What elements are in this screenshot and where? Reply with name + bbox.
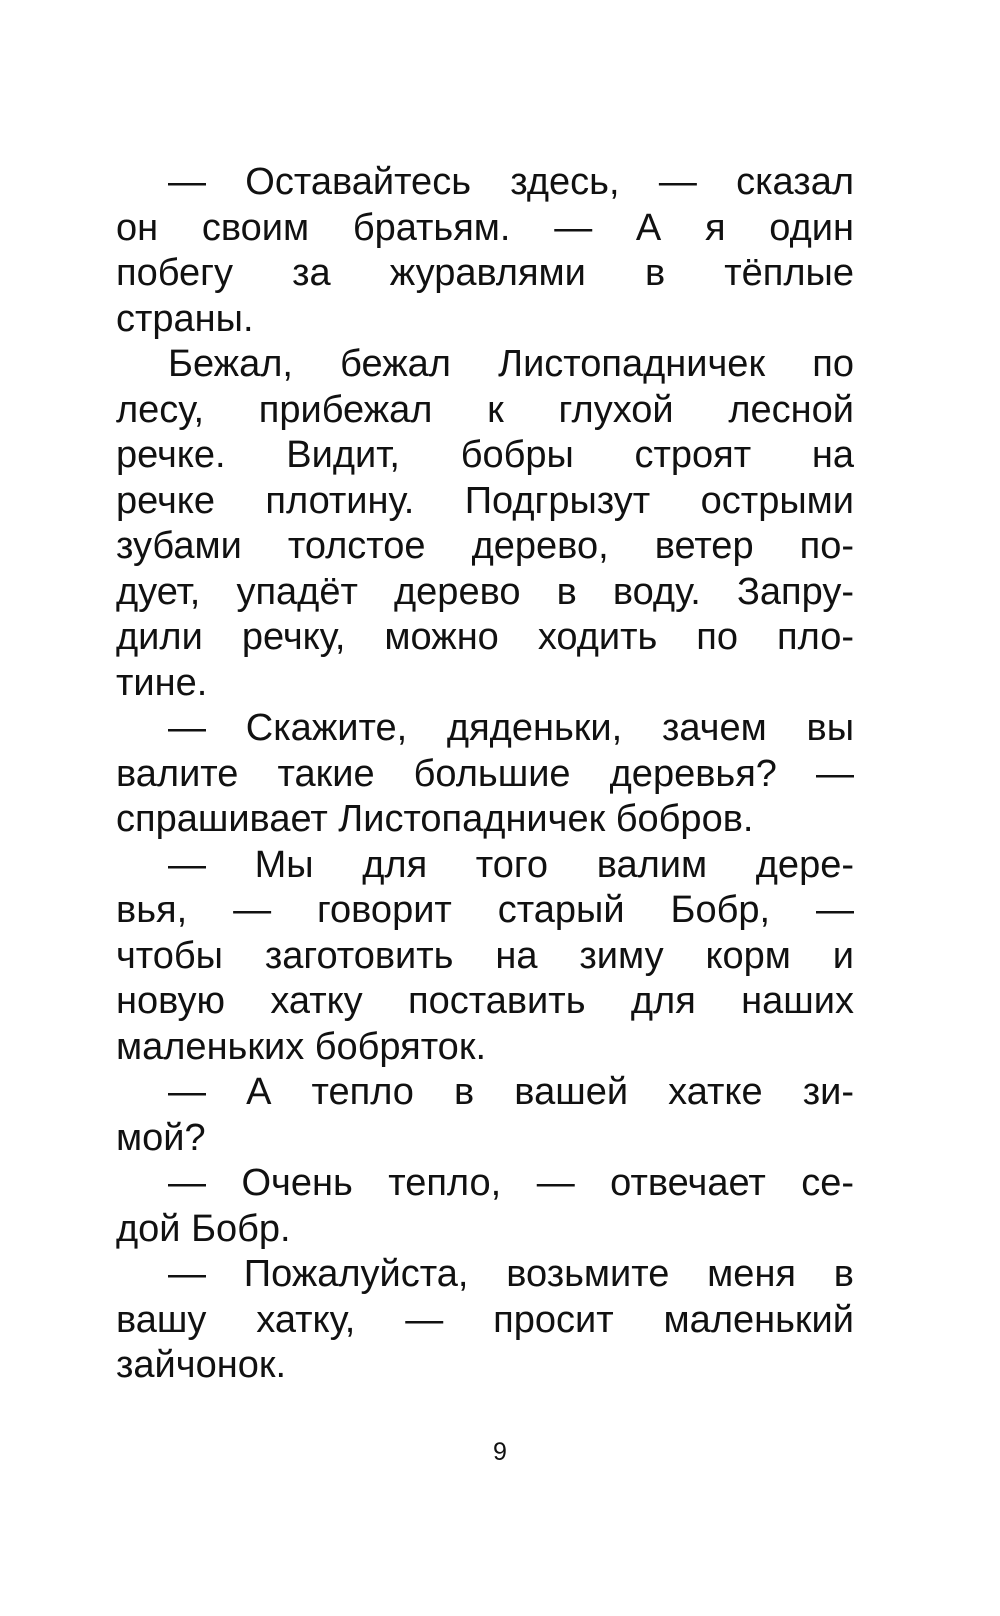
text-line: валите такие большие деревья? — (116, 752, 854, 795)
text-line: новую хатку поставить для наших (116, 980, 854, 1022)
text-line: мой? (116, 1116, 206, 1159)
text-line: — А тепло в вашей хатке зи- (168, 1071, 854, 1113)
text-line: — Пожалуйста, возьмите меня в (168, 1253, 854, 1295)
text-line: лесу, прибежал к глухой лесной (116, 388, 854, 431)
text-line: чтобы заготовить на зиму корм и (116, 934, 854, 977)
text-line: — Очень тепло, — отвечает се- (168, 1162, 854, 1204)
text-line: вья, — говорит старый Бобр, — (116, 889, 854, 931)
text-line: — Оставайтесь здесь, — сказал (168, 161, 854, 203)
text-line: дует, упадёт дерево в воду. Запру- (116, 570, 854, 613)
text-line: дили речку, можно ходить по пло- (116, 616, 854, 658)
text-line: речке плотину. Подгрызут острыми (116, 479, 854, 522)
text-line: речке. Видит, бобры строят на (116, 434, 854, 476)
text-line: страны. (116, 297, 254, 340)
text-line: спрашивает Листопадничек бобров. (116, 798, 754, 840)
text-line: зубами толстое дерево, ветер по- (116, 525, 854, 567)
text-line: зайчонок. (116, 1344, 287, 1386)
text-line: побегу за журавлями в тёплые (116, 252, 854, 294)
page-number: 9 (493, 1438, 507, 1466)
text-line: дой Бобр. (116, 1207, 291, 1250)
text-line: — Мы для того валим дере- (168, 843, 854, 886)
text-line: тине. (116, 661, 208, 704)
text-line: Бежал, бежал Листопадничек по (168, 343, 854, 385)
text-line: маленьких бобряток. (116, 1025, 486, 1068)
text-line: он своим братьям. — А я один (116, 206, 854, 249)
text-line: — Скажите, дяденьки, зачем вы (168, 707, 854, 749)
page-body (116, 160, 854, 1389)
text-line: вашу хатку, — просит маленький (116, 1298, 854, 1341)
